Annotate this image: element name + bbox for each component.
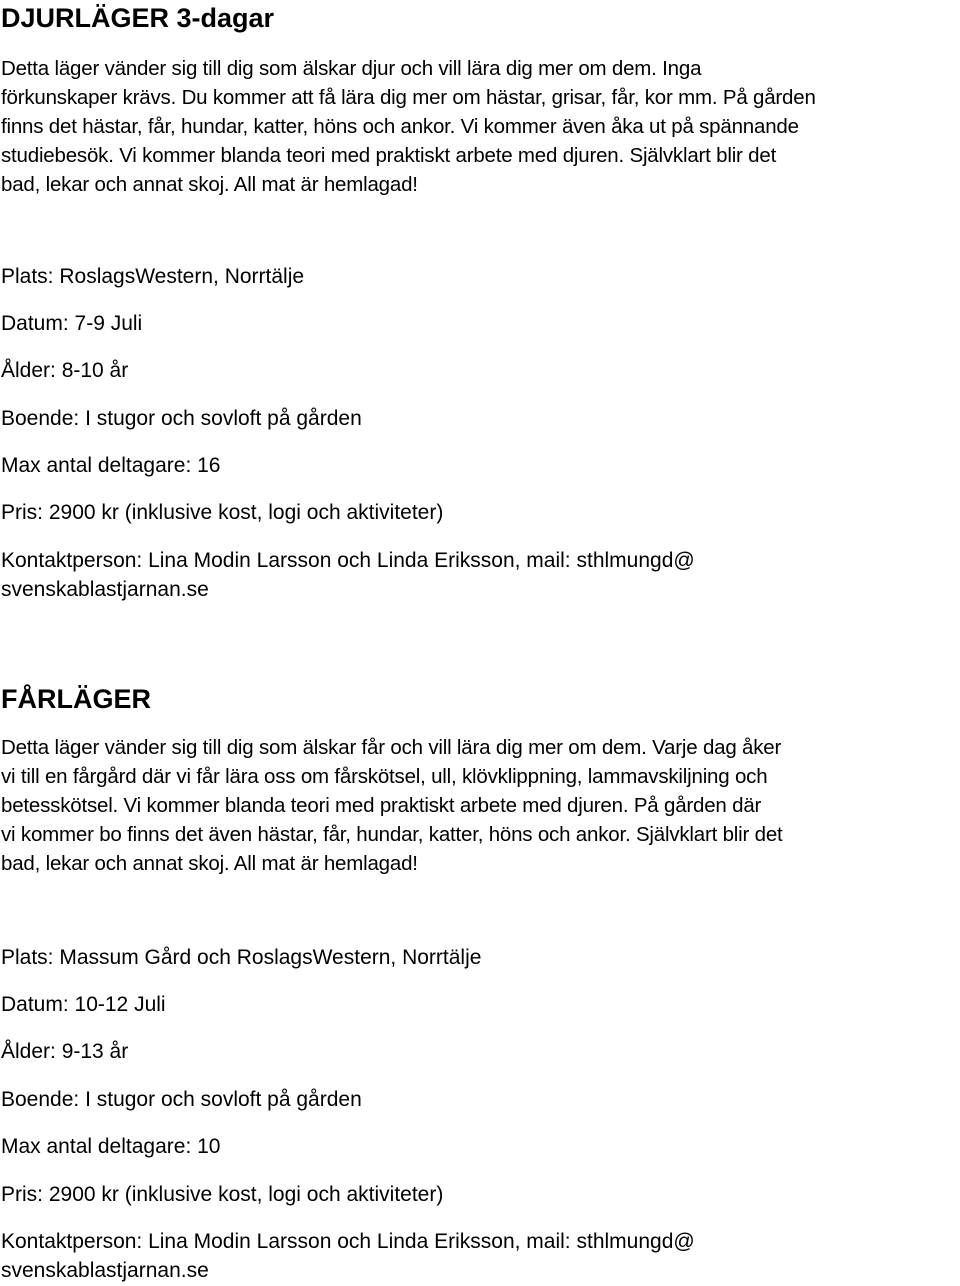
camp-detail-date: Datum: 10-12 Juli: [1, 993, 166, 1016]
camp-detail-age: Ålder: 9-13 år: [1, 1040, 129, 1063]
camp-detail-price: Pris: 2900 kr (inklusive kost, logi och aktiviteter): [1, 1183, 444, 1206]
camp-detail-price: Pris: 2900 kr (inklusive kost, logi och aktiviteter): [1, 501, 444, 524]
camp-detail-date: Datum: 7-9 Juli: [1, 312, 143, 335]
camp-detail-location: Plats: Massum Gård och RoslagsWestern, Norrtälje: [1, 946, 482, 969]
camp-contact-djurlager: Kontaktperson: Lina Modin Larsson och Linda Eriksson, mail: sthlmungd@ svenskablastjarnan.se: [1, 549, 695, 601]
camp-title-farlager: FÅRLÄGER: [1, 684, 151, 714]
camp-detail-max-participants: Max antal deltagare: 10: [1, 1135, 221, 1158]
camp-detail-accommodation: Boende: I stugor och sovloft på gården: [1, 407, 362, 430]
camp-detail-age: Ålder: 8-10 år: [1, 359, 129, 382]
camp-detail-max-participants: Max antal deltagare: 16: [1, 454, 221, 477]
camp-description-djurlager: Detta läger vänder sig till dig som älskar djur och vill lära dig mer om dem. Inga förkunskaper krävs. Du kommer att få lära dig mer om hästar, grisar, får, kor mm. På gården finns det hästar, får, hundar, katter, höns och ankor. Vi kommer även åka ut på spännande studiebesök. Vi kommer blanda teori med praktiskt arbete med djuren. Självklart blir det bad, lekar och annat skoj. All mat är hemlagad!: [1, 57, 816, 196]
camp-contact-farlager: Kontaktperson: Lina Modin Larsson och Linda Eriksson, mail: sthlmungd@ svenskablastjarnan.se: [1, 1230, 695, 1282]
camp-detail-location: Plats: RoslagsWestern, Norrtälje: [1, 265, 305, 288]
camp-detail-accommodation: Boende: I stugor och sovloft på gården: [1, 1088, 362, 1111]
camp-title-djurlager: DJURLÄGER 3-dagar: [1, 3, 275, 33]
camp-description-farlager: Detta läger vänder sig till dig som älskar får och vill lära dig mer om dem. Varje dag åker vi till en fårgård där vi får lära oss om fårskötsel, ull, klövklippning, lammavskiljning och betesskötsel. Vi kommer blanda teori med praktiskt arbete med djuren. På gården där vi kommer bo finns det även hästar, får, hundar, katter, höns och ankor. Självklart blir det bad, lekar och annat skoj. All mat är hemlagad!: [1, 736, 783, 875]
